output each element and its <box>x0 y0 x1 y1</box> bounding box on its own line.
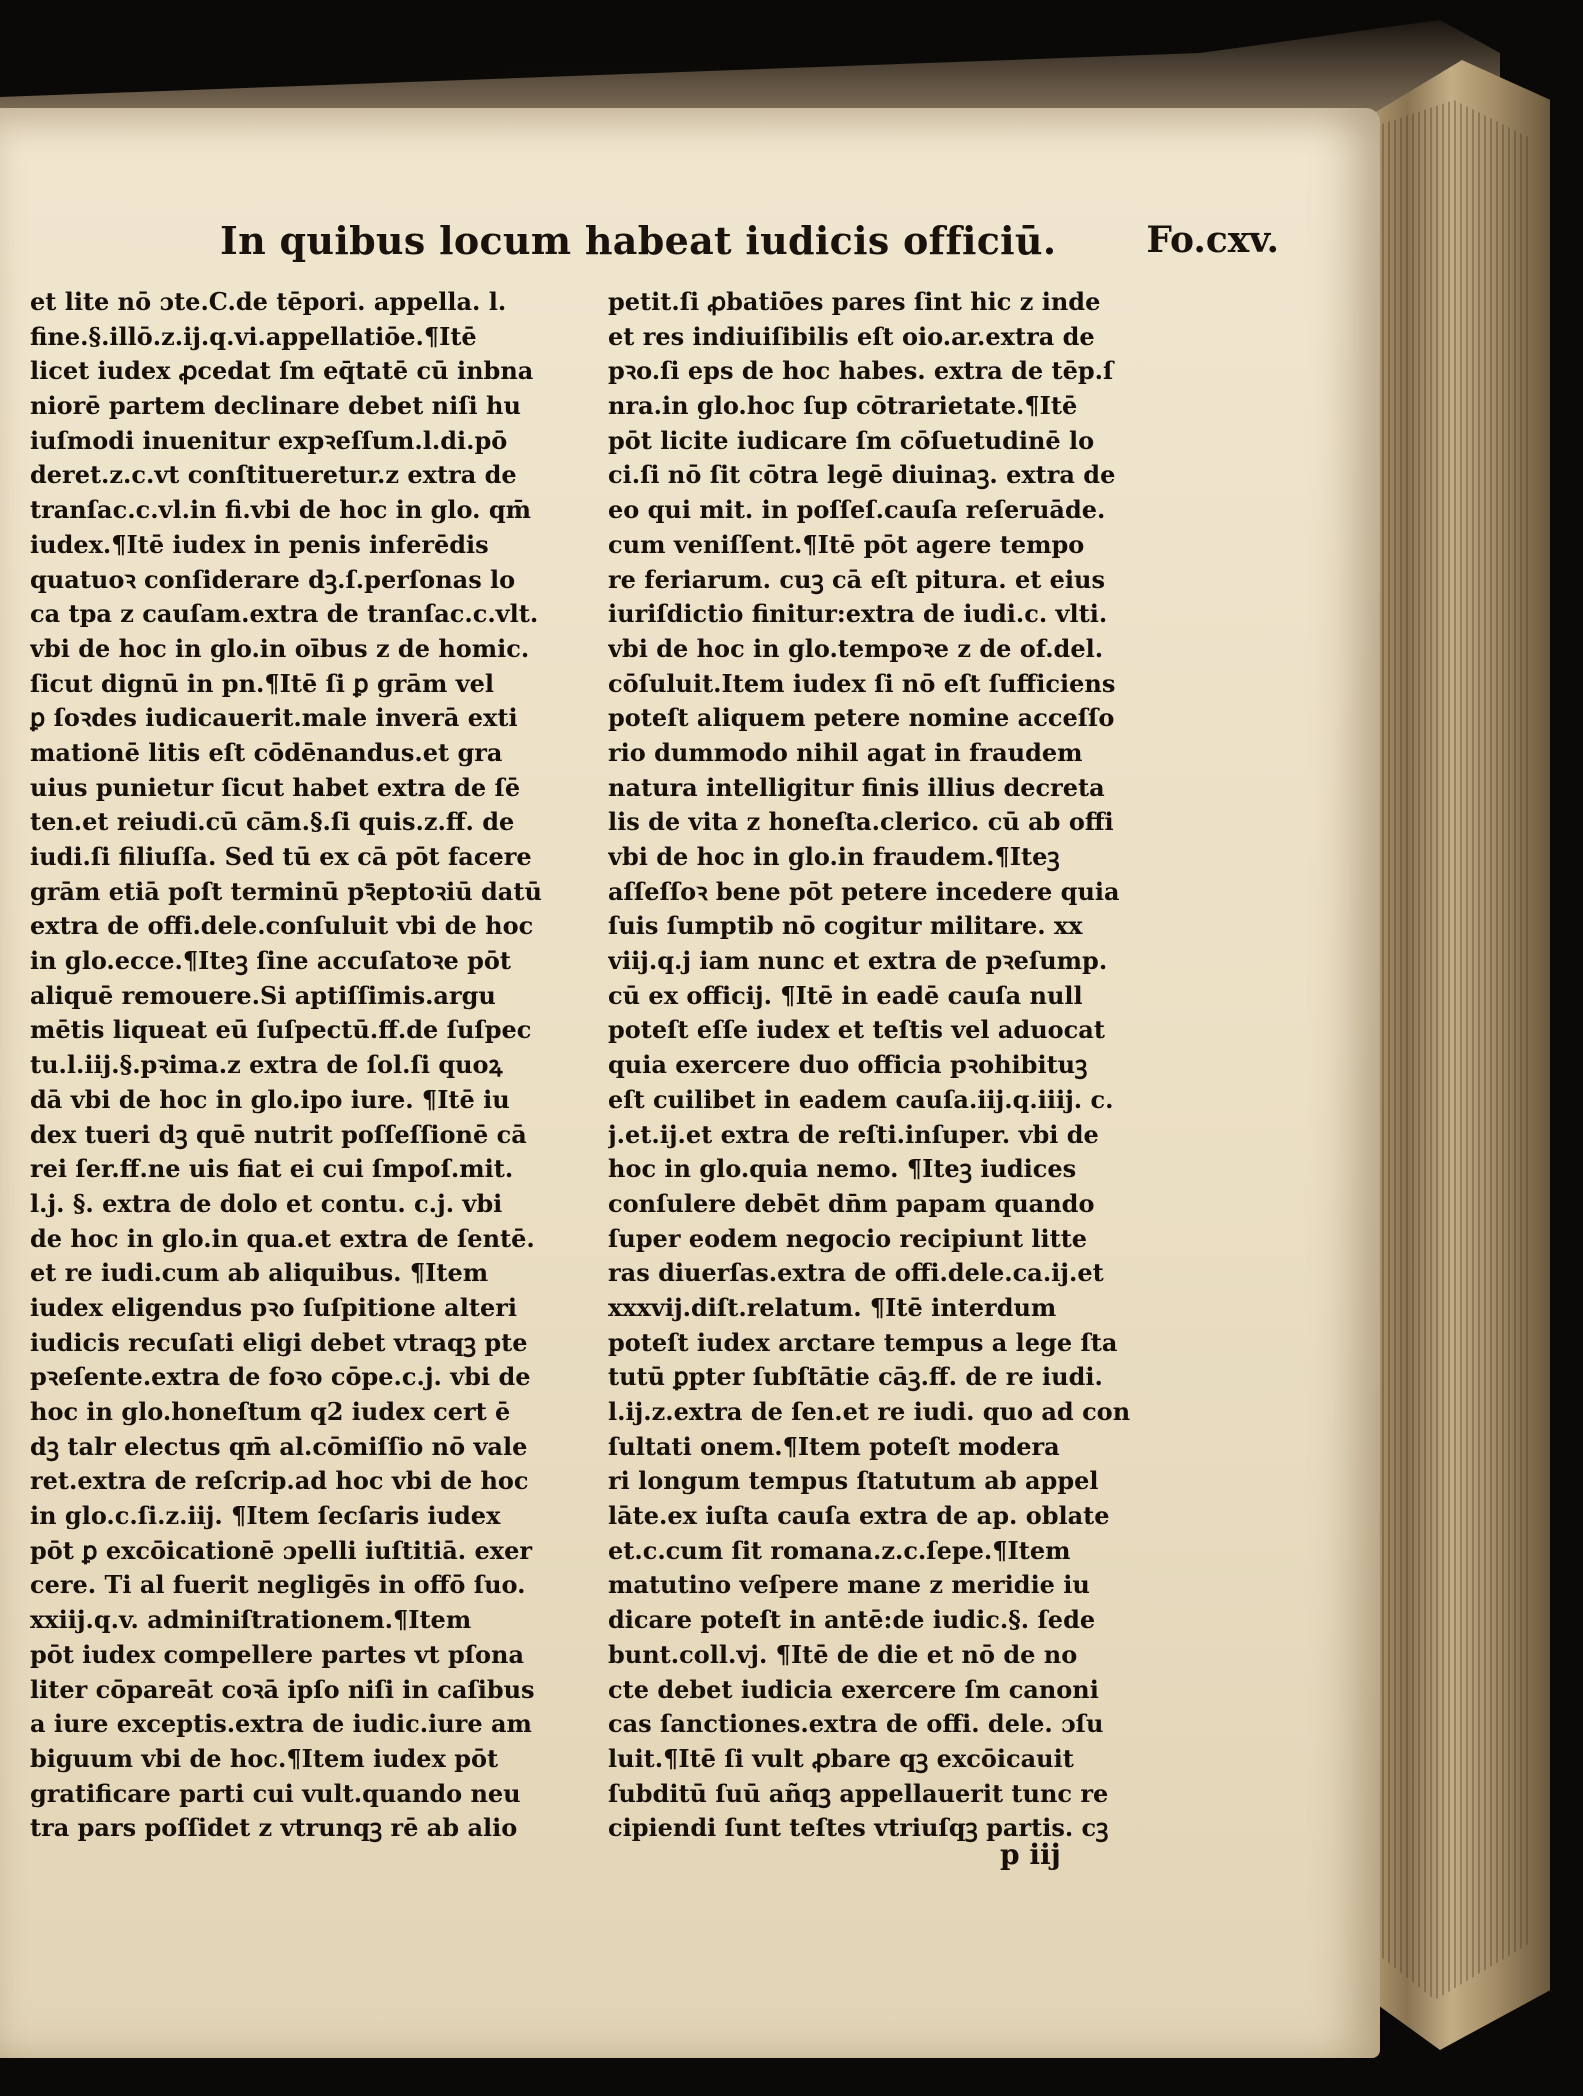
text-line: eo qui mit. in poſſeſ.cauſa reſeruāde. <box>608 495 1106 525</box>
text-line: nra.in glo.hoc ſup cōtrarietate.¶Itē <box>608 391 1078 421</box>
text-line: licet iudex ꝓcedat ſm eq̄tatē cū inbna <box>30 356 534 386</box>
text-line: iuriſdictio finitur:extra de iudi.c. vlti. <box>608 599 1108 629</box>
text-line: eſt cuilibet in eadem cauſa.iij.q.iiij. c. <box>608 1084 1114 1114</box>
page-header <box>220 210 1280 270</box>
text-line: in glo.c.ſi.z.iij. ¶Item ſecſaris iudex <box>30 1501 501 1531</box>
text-line: vbi de hoc in glo.tempoꝛe z de of.del. <box>608 633 1104 663</box>
text-line: dicare poteſt in antē:de iudic.§. ſede <box>608 1605 1096 1635</box>
text-line: ſultati onem.¶Item poteſt modera <box>608 1431 1060 1461</box>
text-line: deret.z.c.vt conſtitueretur.z extra de <box>30 460 517 490</box>
text-line: hoc in glo.quia nemo. ¶Iteꝫ iudices <box>608 1154 1077 1184</box>
text-line: xxiij.q.v. adminiſtrationem.¶Item <box>30 1605 472 1635</box>
text-line: cipiendi ſunt teſtes vtriuſqꝫ partis. cꝫ <box>608 1813 1109 1843</box>
text-line: tu.l.iij.§.pꝛima.z extra de ſol.ſi quoꝝ <box>30 1050 503 1080</box>
text-line: re feriarum. cuꝫ cā eſt pitura. et eius <box>608 564 1106 594</box>
running-head: In quibus locum habeat iudicis officiū. <box>220 217 1057 263</box>
text-line: ꝑ ſoꝛdes iudicauerit.male inverā exti <box>30 703 518 733</box>
text-line: uius punietur ſicut habet extra de ſē <box>30 772 521 802</box>
text-line: ſuper eodem negocio recipiunt litte <box>608 1223 1088 1253</box>
text-line: hoc in glo.honeſtum q2 iudex cert ē <box>30 1397 511 1426</box>
text-line: ret.extra de reſcrip.ad hoc vbi de hoc <box>30 1466 529 1496</box>
text-line: aliquē remouere.Si aptiſſimis.argu <box>30 980 496 1010</box>
signature-mark: p iij <box>1000 1838 1061 1871</box>
text-line: pōt ꝑ excōicationē ɔpelli iuſtitiā. exer <box>30 1535 533 1565</box>
text-line: ca tpa z cauſam.extra de tranſac.c.vlt. <box>30 599 539 629</box>
text-line: dꝫ talr electus qm̄ al.cōmiſſio nō vale <box>30 1431 528 1461</box>
text-line: liter cōpareāt coꝛā ipſo niſi in caſibus <box>30 1674 535 1704</box>
text-line: et res indiuiſibilis eſt oio.ar.extra de <box>608 321 1095 351</box>
text-line: cte debet iudicia exercere ſm canoni <box>608 1674 1099 1704</box>
text-line: ten.et reiudi.cū cām.§.ſi quis.z.ff. de <box>30 807 515 837</box>
text-line: ras diuerſas.extra de offi.dele.ca.ij.et <box>608 1258 1104 1288</box>
text-line: poteſt eſſe iudex et teſtis vel aduocat <box>608 1015 1105 1045</box>
text-line: quia exercere duo officia pꝛohibituꝫ <box>608 1050 1088 1080</box>
text-line: lis de vita z honeſta.clerico. cū ab offi <box>608 807 1114 837</box>
text-line: quatuoꝛ conſiderare dꝫ.ſ.perſonas lo <box>30 564 516 594</box>
text-line: ſicut dignū in pn.¶Itē ſi ꝑ grām vel <box>30 668 495 698</box>
text-line: in glo.ecce.¶Iteꝫ ſine accuſatoꝛe pōt <box>30 946 511 976</box>
text-line: rei ſer.ff.ne uis fiat ei cui ſmpoſ.mit. <box>30 1154 514 1184</box>
text-line: gratificare parti cui vult.quando neu <box>30 1778 521 1808</box>
text-line: tranſac.c.vl.in fi.vbi de hoc in glo. qm̄ <box>30 495 532 525</box>
text-line: pōt licite iudicare ſm cōſuetudinē lo <box>608 425 1095 455</box>
text-line: luit.¶Itē ſi vult ꝓbare qꝫ excōicauit <box>608 1743 1074 1773</box>
text-line: xxxvij.diſt.relatum. ¶Itē interdum <box>608 1292 1057 1322</box>
text-line: vbi de hoc in glo.in fraudem.¶Iteꝫ <box>608 842 1060 871</box>
text-line: et lite nō ɔte.C.de tēpori. appella. l. <box>30 287 507 316</box>
text-line: de hoc in glo.in qua.et extra de ſentē. <box>30 1223 535 1253</box>
text-line: poteſt iudex arctare tempus a lege ſta <box>608 1327 1118 1357</box>
text-line: poteſt aliquem petere nomine acceſſo <box>608 703 1115 733</box>
text-line: tutū ꝑpter ſubſtātie cāꝫ.ff. de re iudi. <box>608 1362 1103 1392</box>
text-line: matutino veſpere mane z meridie iu <box>608 1570 1090 1600</box>
text-line: bunt.coll.vj. ¶Itē de die et nō de no <box>608 1639 1078 1669</box>
text-line: niorē partem declinare debet niſi hu <box>30 391 521 421</box>
text-line: cum veniſſent.¶Itē pōt agere tempo <box>608 529 1085 559</box>
text-line: dex tueri dꝫ quē nutrit poſſeſſionē cā <box>30 1119 527 1149</box>
text-line: tra pars poſſidet z vtrunqꝫ rē ab alio <box>30 1813 518 1843</box>
text-line: ſuis ſumptib nō cogitur militare. xx <box>608 911 1083 941</box>
text-line: pꝛo.ſi eps de hoc habes. extra de tēp.ſ <box>608 356 1114 386</box>
text-line: vbi de hoc in glo.in oībus z de homic. <box>30 633 530 663</box>
text-line: viij.q.j iam nunc et extra de pꝛeſump. <box>608 946 1108 976</box>
text-line: et re iudi.cum ab aliquibus. ¶Item <box>30 1258 489 1288</box>
text-line: fine.§.illō.z.ij.q.vi.appellatiōe.¶Itē <box>30 321 477 351</box>
text-line: ri longum tempus ſtatutum ab appel <box>608 1466 1099 1496</box>
text-line: aſſeſſoꝛ bene pōt petere incedere quia <box>608 876 1120 906</box>
text-line: et.c.cum ſit romana.z.c.ſepe.¶Item <box>608 1535 1071 1565</box>
left-column <box>30 285 590 1846</box>
text-line: l.ij.z.extra de ſen.et re iudi. quo ad con <box>608 1397 1131 1426</box>
text-line: iuſmodi inuenitur expꝛeſſum.l.di.pō <box>30 425 508 455</box>
text-line: cū ex officij. ¶Itē in eadē cauſa null <box>608 980 1083 1010</box>
text-line: cōſuluit.Item iudex ſi nō eſt ſufficiens <box>608 668 1116 698</box>
text-line: biguum vbi de hoc.¶Item iudex pōt <box>30 1743 499 1773</box>
text-line: cas ſanctiones.extra de offi. dele. ɔſu <box>608 1709 1104 1739</box>
text-line: conſulere debēt dn̄m papam quando <box>608 1188 1095 1218</box>
text-line: j.et.ij.et extra de reſti.inſuper. vbi de <box>608 1119 1099 1149</box>
text-line: iudicis recuſati eligi debet vtraqꝫ pte <box>30 1327 528 1357</box>
text-line: grām etiā poſt terminū pꝛ̄eptoꝛiū datū <box>30 876 542 906</box>
text-line: petit.ſi ꝓbatiōes pares ſint hic z inde <box>608 287 1101 316</box>
text-line: cere. Ti al fuerit negligēs in offō ſuo. <box>30 1570 526 1600</box>
text-line: iudex.¶Itē iudex in penis inferēdis <box>30 529 489 559</box>
right-column <box>608 285 1168 1846</box>
text-line: iudi.ſi filiuſſa. Sed tū ex cā pōt facere <box>30 842 532 871</box>
text-line: lāte.ex iuſta cauſa extra de ap. oblate <box>608 1501 1110 1531</box>
text-line: iudex eligendus pꝛo ſuſpitione alteri <box>30 1292 517 1322</box>
text-line: mationē litis eſt cōdēnandus.et gra <box>30 737 503 767</box>
text-line: natura intelligitur finis illius decreta <box>608 772 1105 802</box>
text-line: l.j. §. extra de dolo et contu. c.j. vbi <box>30 1188 503 1218</box>
text-line: a iure exceptis.extra de iudic.iure am <box>30 1709 532 1739</box>
text-line: ci.ſi nō ſit cōtra legē diuinaꝫ. extra de <box>608 460 1116 490</box>
text-line: mētis liqueat eū ſuſpectū.ff.de ſuſpec <box>30 1015 532 1045</box>
text-line: pꝛeſente.extra de foꝛo cōpe.c.j. vbi de <box>30 1362 531 1392</box>
text-line: rio dummodo nihil agat in fraudem <box>608 737 1083 767</box>
text-line: extra de offi.dele.conſuluit vbi de hoc <box>30 911 534 941</box>
text-line: ſubditū ſuū añqꝫ appellauerit tunc re <box>608 1778 1109 1808</box>
text-line: dā vbi de hoc in glo.ipo iure. ¶Itē iu <box>30 1084 510 1114</box>
text-line: pōt iudex compellere partes vt pſona <box>30 1639 525 1669</box>
folio-number: Fo.cxv. <box>1146 219 1280 261</box>
